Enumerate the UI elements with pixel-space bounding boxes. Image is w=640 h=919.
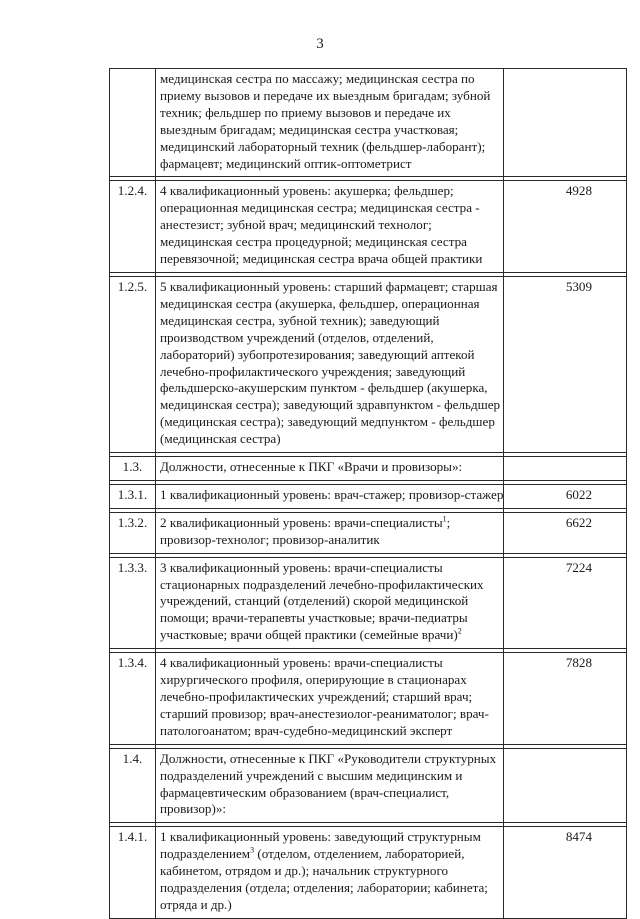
positions-table <box>109 68 627 919</box>
salary-value: 6622 <box>504 512 627 553</box>
positions-table-body <box>110 69 627 919</box>
description-line: подразделением <box>160 846 251 862</box>
description-line: техник; фельдшер по приему вызовов и передаче их <box>160 104 451 120</box>
footnote-trailing-text: ; <box>446 514 451 530</box>
row-number: 1.3.1. <box>110 484 156 508</box>
description-line: 2 квалификационный уровень: врачи-специалисты <box>160 514 443 530</box>
salary-value: 6022 <box>504 484 627 508</box>
salary-value: 8474 <box>504 827 627 919</box>
description-line: операционная медицинская сестра; медицинская сестра - <box>160 200 480 216</box>
description-line: медицинская сестра процедурной; медицинская сестра <box>160 234 467 250</box>
description-line: отряда и др.) <box>160 896 232 912</box>
description-line: Должности, отнесенные к ПКГ «Руководители структурных <box>160 750 497 766</box>
description-line: 3 квалификационный уровень: врачи-специалисты <box>160 559 443 575</box>
position-description <box>156 484 504 508</box>
description-line: участковые; врачи общей практики (семейные врачи) <box>160 627 458 643</box>
description-line: провизор-технолог; провизор-аналитик <box>160 531 380 547</box>
footnote-marker: 3 <box>250 845 255 855</box>
description-line: 1 квалификационный уровень: заведующий структурным <box>160 829 481 845</box>
salary-value <box>504 457 627 481</box>
row-number: 1.3.2. <box>110 512 156 553</box>
description-line: 4 квалификационный уровень: акушерка; фельдшер; <box>160 183 454 199</box>
description-line: кабинетом, отрядом и др.); начальник структурного <box>160 863 449 879</box>
row-number: 1.4.1. <box>110 827 156 919</box>
description-line: фармацевт; медицинский оптик-оптометрист <box>160 155 412 171</box>
salary-value <box>504 748 627 823</box>
salary-value <box>504 69 627 177</box>
table-row <box>110 181 627 273</box>
description-line-with-footnote <box>160 846 499 863</box>
description-line: подразделений учреждений с высшим медицинским и <box>160 767 463 783</box>
table-row <box>110 484 627 508</box>
table-row <box>110 557 627 649</box>
description-line: медицинская сестра, зубной техник); заведующий <box>160 312 440 328</box>
row-number <box>110 69 156 177</box>
table-row <box>110 69 627 177</box>
page-number: 3 <box>316 36 324 52</box>
salary-value: 4928 <box>504 181 627 273</box>
description-line: медицинская сестра); заведующий здравпунктом - фельдшер <box>160 397 501 413</box>
table-row <box>110 457 627 481</box>
description-line: приему вызовов и передаче их выездным бригадам; зубной <box>160 87 491 103</box>
description-line: (медицинская сестра) <box>160 431 281 447</box>
row-number: 1.3. <box>110 457 156 481</box>
table-row <box>110 512 627 553</box>
description-line: стационарных подразделений лечебно-профилактических <box>160 576 484 592</box>
description-line: старший провизор; врач-анестезиолог-реаниматолог; врач- <box>160 705 489 721</box>
description-line: фельдшерско-акушерским пунктом - фельдшер (акушерка, <box>160 380 488 396</box>
position-description <box>156 512 504 553</box>
description-line: фармацевтическим образованием (врач-специалист, <box>160 784 450 800</box>
row-number: 1.2.5. <box>110 276 156 452</box>
description-line: патологоанатом; врач-судебно-медицинский эксперт <box>160 722 453 738</box>
position-description <box>156 276 504 452</box>
description-line: выездным бригадам; медицинская сестра участковая; <box>160 121 459 137</box>
position-description <box>156 457 504 481</box>
footnote-marker: 2 <box>457 626 462 636</box>
position-description <box>156 181 504 273</box>
table-row <box>110 653 627 745</box>
table-row <box>110 748 627 823</box>
row-number: 1.3.4. <box>110 653 156 745</box>
row-number: 1.2.4. <box>110 181 156 273</box>
description-line: лечебно-профилактических учреждений; старший врач; <box>160 689 473 704</box>
position-description <box>156 653 504 745</box>
description-line: анестезист; зубной врач; медицинский технолог; <box>160 217 432 233</box>
description-line: медицинская сестра по массажу; медицинская сестра по <box>160 71 475 86</box>
description-line: перевязочной; медицинская сестра врача общей практики <box>160 251 483 267</box>
description-line: учреждений, станций (отделений) скорой медицинской <box>160 593 469 609</box>
footnote-trailing-text: (отделом, отделением, лабораторией, <box>254 846 465 862</box>
footnote-marker: 1 <box>442 514 447 524</box>
description-line: подразделения (отдела; отделения; лаборатории; кабинета; <box>160 880 488 896</box>
row-number: 1.3.3. <box>110 557 156 649</box>
salary-value: 5309 <box>504 276 627 452</box>
description-line: Должности, отнесенные к ПКГ «Врачи и провизоры»: <box>160 459 463 475</box>
position-description <box>156 557 504 649</box>
description-line: помощи; врачи-терапевты участковые; врачи-педиатры <box>160 610 468 626</box>
description-line: 5 квалификационный уровень: старший фармацевт; старшая <box>160 278 498 294</box>
description-line: хирургического профиля, оперирующие в стационарах <box>160 672 467 688</box>
description-line: лабораторий) зубопротезирования; заведующий аптекой <box>160 346 475 362</box>
position-description <box>156 69 504 177</box>
description-line-with-footnote <box>160 627 499 644</box>
description-line: лечебно-профилактического учреждения; заведующий <box>160 363 466 379</box>
salary-value: 7224 <box>504 557 627 649</box>
description-line: медицинский лабораторный техник (фельдшер-лаборант); <box>160 138 486 154</box>
description-line: производством учреждений (отделов, отделений, <box>160 329 434 345</box>
description-line: провизор)»: <box>160 801 227 817</box>
position-description <box>156 748 504 823</box>
description-line-with-footnote <box>160 515 499 532</box>
table-row <box>110 276 627 452</box>
salary-value: 7828 <box>504 653 627 745</box>
description-line: 4 квалификационный уровень: врачи-специалисты <box>160 655 443 671</box>
description-line: 1 квалификационный уровень: врач-стажер; провизор-стажер <box>160 486 504 502</box>
description-line: (медицинская сестра); заведующий медпунктом - фельдшер <box>160 414 495 430</box>
row-number: 1.4. <box>110 748 156 823</box>
description-line: медицинская сестра (акушерка, фельдшер, операционная <box>160 295 480 311</box>
